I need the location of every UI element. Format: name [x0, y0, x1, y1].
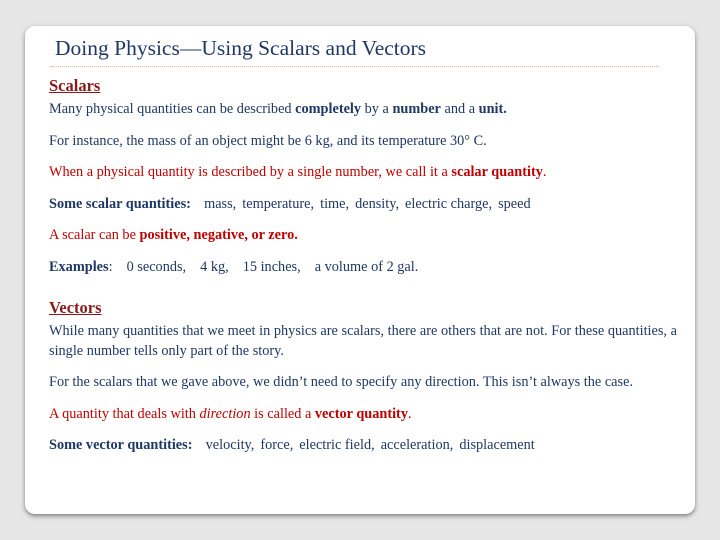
vectors-heading: Vectors — [49, 298, 102, 317]
emphasis-direction: direction — [199, 405, 251, 422]
list-item: 15 inches, — [242, 258, 301, 275]
list-item: force, — [260, 437, 294, 453]
emphasis-number: number — [392, 101, 441, 117]
text-span: When a physical quantity is described by a single number, we call it a — [49, 164, 452, 180]
slide — [25, 26, 695, 514]
slide-title: Doing Physics—Using Scalars and Vectors — [55, 36, 427, 60]
list-item: electric field, — [299, 437, 375, 453]
text-span: by a — [361, 101, 393, 117]
text-span: . — [407, 405, 412, 422]
list-item: a volume of 2 gal. — [314, 258, 419, 275]
slide-content — [49, 76, 677, 468]
scalars-paragraph-3 — [49, 163, 677, 183]
list-item: 4 kg, — [200, 258, 229, 275]
scalar-quantities-list — [49, 195, 677, 215]
text-span: A quantity that deals with — [49, 405, 200, 422]
text-span: and a — [440, 101, 479, 117]
title-divider — [51, 66, 659, 67]
list-item: mass, — [204, 195, 237, 212]
emphasis-scalar-quantity: scalar quantity — [451, 164, 543, 180]
scalars-heading: Scalars — [49, 76, 101, 95]
list-item: 0 seconds, — [126, 258, 187, 275]
text-span: Many physical quantities can be described — [49, 101, 296, 117]
vector-quantities-label: Some vector quantities: — [49, 437, 193, 453]
emphasis-completely: completely — [295, 101, 362, 117]
vectors-paragraph-3 — [49, 405, 677, 425]
list-item: velocity, — [205, 437, 255, 453]
scalars-paragraph-1 — [49, 100, 677, 120]
list-item: acceleration, — [380, 437, 454, 453]
scalar-quantities-label: Some scalar quantities: — [49, 195, 191, 212]
list-item: time, — [320, 195, 350, 212]
text-span: is called a — [250, 405, 315, 422]
text-span: . — [542, 164, 547, 180]
scalars-paragraph-2: For instance, the mass of an object might be 6 kg, and its temperature 30° C. — [49, 132, 487, 149]
vectors-paragraph-1: While many quantities that we meet in physics are scalars, there are others that are not. For these quantities, a single number tells only part of the story. — [49, 323, 677, 359]
list-item: speed — [498, 195, 531, 212]
list-item: density, — [355, 195, 400, 212]
text-span: A scalar can be — [49, 227, 140, 243]
emphasis-vector-quantity: vector quantity — [314, 405, 408, 422]
vectors-paragraph-2: For the scalars that we gave above, we didn’t need to specify any direction. This isn’t always the case. — [49, 374, 634, 390]
text-span: : — [108, 258, 113, 275]
list-item: electric charge, — [405, 195, 493, 212]
list-item: temperature, — [242, 195, 315, 212]
vector-quantities-list — [49, 436, 677, 456]
examples-line — [49, 258, 677, 278]
list-item: displacement — [459, 437, 535, 453]
examples-label: Examples — [49, 258, 109, 275]
scalars-paragraph-5 — [49, 226, 677, 246]
emphasis-unit: unit. — [478, 101, 507, 117]
emphasis-positive-negative-zero: positive, negative, or zero. — [139, 227, 298, 243]
